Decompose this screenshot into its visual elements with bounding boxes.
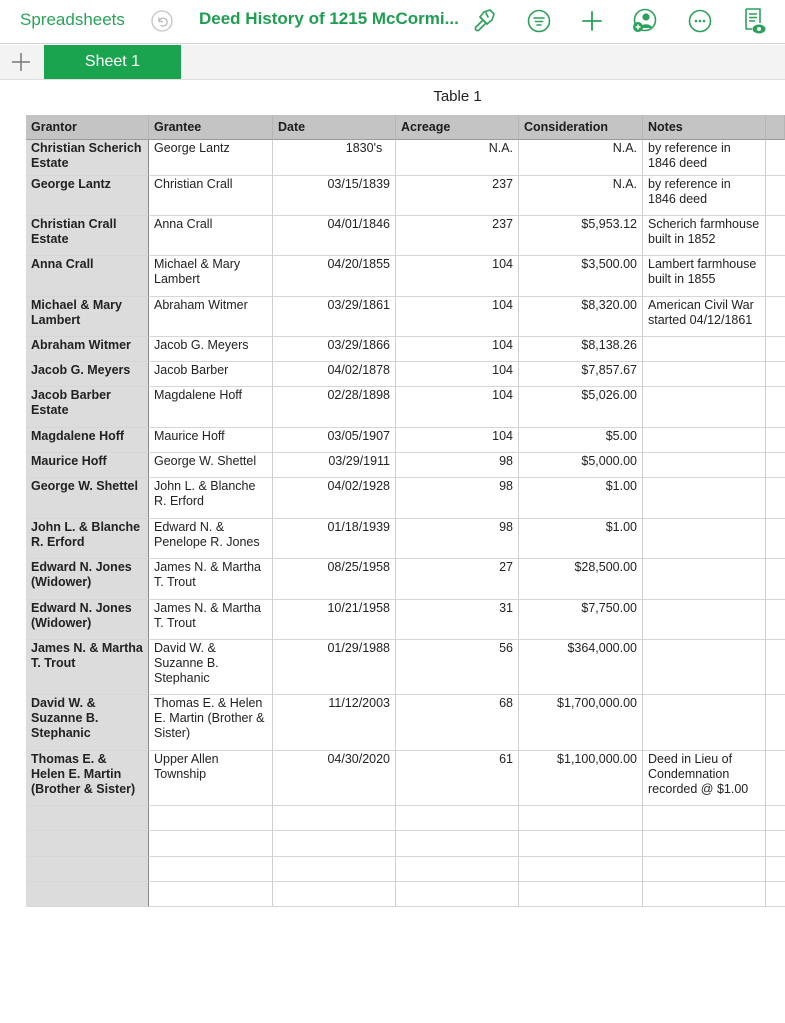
notes-cell[interactable] <box>643 640 766 695</box>
date-cell[interactable]: 04/30/2020 <box>273 751 396 806</box>
extra-cell[interactable] <box>766 297 785 337</box>
acreage-cell[interactable]: 98 <box>396 519 519 559</box>
extra-cell[interactable] <box>766 857 785 882</box>
acreage-cell[interactable]: 98 <box>396 478 519 519</box>
notes-cell[interactable] <box>643 559 766 600</box>
grantor-cell[interactable]: George W. Shettel <box>26 478 149 519</box>
date-cell[interactable]: 03/29/1911 <box>273 453 396 478</box>
consideration-cell[interactable]: N.A. <box>519 140 643 176</box>
grantee-cell[interactable]: John L. & Blanche R. Erford <box>149 478 273 519</box>
consideration-cell[interactable]: $28,500.00 <box>519 559 643 600</box>
grantor-cell[interactable]: Christian Scherich Estate <box>26 140 149 176</box>
filter-icon[interactable] <box>526 8 552 34</box>
grantee-cell[interactable] <box>149 806 273 831</box>
consideration-cell[interactable]: $5,000.00 <box>519 453 643 478</box>
grantee-cell[interactable]: Christian Crall <box>149 176 273 216</box>
grantor-cell[interactable]: Edward N. Jones (Widower) <box>26 559 149 600</box>
extra-cell[interactable] <box>766 453 785 478</box>
grantor-cell[interactable]: Magdalene Hoff <box>26 428 149 453</box>
table-row <box>26 428 785 453</box>
grantee-cell[interactable]: Magdalene Hoff <box>149 387 273 428</box>
extra-cell[interactable] <box>766 478 785 519</box>
consideration-cell[interactable]: $5,026.00 <box>519 387 643 428</box>
date-cell[interactable]: 11/12/2003 <box>273 695 396 751</box>
consideration-cell[interactable]: $7,857.67 <box>519 362 643 387</box>
table-row <box>26 216 785 256</box>
column-header-notes[interactable]: Notes <box>643 115 766 140</box>
grantor-cell[interactable]: Christian Crall Estate <box>26 216 149 256</box>
date-cell[interactable]: 04/20/1855 <box>273 256 396 297</box>
acreage-cell[interactable]: 104 <box>396 362 519 387</box>
table-row <box>26 337 785 362</box>
extra-cell[interactable] <box>766 362 785 387</box>
date-cell[interactable]: 03/05/1907 <box>273 428 396 453</box>
extra-cell[interactable] <box>766 176 785 216</box>
notes-cell[interactable]: Scherich farmhouse built in 1852 <box>643 216 766 256</box>
grantee-cell[interactable] <box>149 882 273 907</box>
date-cell[interactable]: 01/18/1939 <box>273 519 396 559</box>
grantor-cell[interactable]: George Lantz <box>26 176 149 216</box>
acreage-cell[interactable]: 56 <box>396 640 519 695</box>
notes-cell[interactable] <box>643 831 766 857</box>
date-cell[interactable]: 03/29/1861 <box>273 297 396 337</box>
date-cell[interactable]: 04/02/1878 <box>273 362 396 387</box>
table-row <box>26 600 785 640</box>
date-cell[interactable] <box>273 857 396 882</box>
spreadsheets-back-button[interactable]: Spreadsheets <box>20 10 125 29</box>
grantor-cell[interactable]: David W. & Suzanne B. Stephanic <box>26 695 149 751</box>
date-cell[interactable] <box>273 882 396 907</box>
acreage-cell[interactable]: 104 <box>396 387 519 428</box>
date-cell[interactable] <box>273 806 396 831</box>
notes-cell[interactable]: Deed in Lieu of Condemnation recorded @ $1.00 <box>643 751 766 806</box>
grantor-cell[interactable]: Michael & Mary Lambert <box>26 297 149 337</box>
consideration-cell[interactable]: $1.00 <box>519 478 643 519</box>
extra-cell[interactable] <box>766 831 785 857</box>
notes-cell[interactable] <box>643 453 766 478</box>
grantor-cell[interactable] <box>26 806 149 831</box>
table-row <box>26 387 785 428</box>
add-sheet-button[interactable] <box>10 51 32 73</box>
extra-cell[interactable] <box>766 256 785 297</box>
acreage-cell[interactable]: 104 <box>396 428 519 453</box>
grantor-cell[interactable]: Jacob Barber Estate <box>26 387 149 428</box>
table-row <box>26 140 785 176</box>
consideration-cell[interactable]: $8,138.26 <box>519 337 643 362</box>
table-row <box>26 695 785 751</box>
table-row <box>26 882 785 907</box>
grantee-cell[interactable]: James N. & Martha T. Trout <box>149 600 273 640</box>
date-cell[interactable] <box>273 831 396 857</box>
grantee-cell[interactable]: Abraham Witmer <box>149 297 273 337</box>
grantee-cell[interactable]: Maurice Hoff <box>149 428 273 453</box>
consideration-cell[interactable] <box>519 857 643 882</box>
grantee-cell[interactable] <box>149 857 273 882</box>
table-row <box>26 857 785 882</box>
date-cell[interactable]: 02/28/1898 <box>273 387 396 428</box>
notes-cell[interactable]: American Civil War started 04/12/1861 <box>643 297 766 337</box>
table-row <box>26 297 785 337</box>
consideration-cell[interactable]: $5,953.12 <box>519 216 643 256</box>
consideration-cell[interactable] <box>519 806 643 831</box>
extra-cell[interactable] <box>766 806 785 831</box>
table-row <box>26 806 785 831</box>
extra-cell[interactable] <box>766 387 785 428</box>
consideration-cell[interactable] <box>519 882 643 907</box>
consideration-cell[interactable]: $1,100,000.00 <box>519 751 643 806</box>
grantor-cell[interactable]: Jacob G. Meyers <box>26 362 149 387</box>
extra-cell[interactable] <box>766 140 785 176</box>
acreage-cell[interactable]: 31 <box>396 600 519 640</box>
table-row <box>26 519 785 559</box>
grantor-cell[interactable] <box>26 831 149 857</box>
extra-cell[interactable] <box>766 640 785 695</box>
extra-cell[interactable] <box>766 519 785 559</box>
grantor-cell[interactable] <box>26 882 149 907</box>
date-cell[interactable]: 04/02/1928 <box>273 478 396 519</box>
column-header-acreage[interactable]: Acreage <box>396 115 519 140</box>
tab-sheet-1[interactable]: Sheet 1 <box>44 45 181 79</box>
extra-cell[interactable] <box>766 882 785 907</box>
extra-cell[interactable] <box>766 428 785 453</box>
grantor-cell[interactable] <box>26 857 149 882</box>
notes-cell[interactable] <box>643 337 766 362</box>
extra-cell[interactable] <box>766 751 785 806</box>
document-title[interactable]: Deed History of 1215 McCormi... <box>199 9 459 28</box>
reader-view-icon[interactable] <box>741 8 767 34</box>
column-header-date[interactable]: Date <box>273 115 396 140</box>
notes-cell[interactable]: Lambert farmhouse built in 1855 <box>643 256 766 297</box>
consideration-cell[interactable]: $1.00 <box>519 519 643 559</box>
acreage-cell[interactable]: 27 <box>396 559 519 600</box>
notes-cell[interactable] <box>643 387 766 428</box>
column-header-grantor[interactable]: Grantor <box>26 115 149 140</box>
grantee-cell[interactable]: George W. Shettel <box>149 453 273 478</box>
consideration-cell[interactable]: N.A. <box>519 176 643 216</box>
consideration-cell[interactable]: $1,700,000.00 <box>519 695 643 751</box>
consideration-cell[interactable]: $364,000.00 <box>519 640 643 695</box>
grantee-cell[interactable]: Michael & Mary Lambert <box>149 256 273 297</box>
table-row <box>26 176 785 216</box>
date-cell[interactable]: 04/01/1846 <box>273 216 396 256</box>
notes-cell[interactable]: by reference in 1846 deed <box>643 176 766 216</box>
acreage-cell[interactable] <box>396 806 519 831</box>
consideration-cell[interactable] <box>519 831 643 857</box>
grantee-cell[interactable]: Thomas E. & Helen E. Martin (Brother & Sister) <box>149 695 273 751</box>
notes-cell[interactable] <box>643 362 766 387</box>
notes-cell[interactable] <box>643 695 766 751</box>
extra-cell[interactable] <box>766 559 785 600</box>
acreage-cell[interactable] <box>396 857 519 882</box>
notes-cell[interactable] <box>643 857 766 882</box>
grantee-cell[interactable]: James N. & Martha T. Trout <box>149 559 273 600</box>
table-row <box>26 559 785 600</box>
consideration-cell[interactable]: $8,320.00 <box>519 297 643 337</box>
grantor-cell[interactable]: Thomas E. & Helen E. Martin (Brother & Sister) <box>26 751 149 806</box>
grantee-cell[interactable]: Jacob G. Meyers <box>149 337 273 362</box>
collaborate-icon[interactable] <box>631 8 657 34</box>
toolbar <box>0 0 785 44</box>
grantor-cell[interactable]: Abraham Witmer <box>26 337 149 362</box>
consideration-cell[interactable]: $3,500.00 <box>519 256 643 297</box>
acreage-cell[interactable]: N.A. <box>396 140 519 176</box>
sheet-tab-bar <box>0 45 785 80</box>
extra-cell[interactable] <box>766 600 785 640</box>
column-header-grantee[interactable]: Grantee <box>149 115 273 140</box>
date-cell[interactable]: 03/29/1866 <box>273 337 396 362</box>
table-row <box>26 362 785 387</box>
table-title[interactable]: Table 1 <box>433 88 482 105</box>
acreage-cell[interactable]: 68 <box>396 695 519 751</box>
grantee-cell[interactable]: Anna Crall <box>149 216 273 256</box>
acreage-cell[interactable]: 61 <box>396 751 519 806</box>
add-icon[interactable] <box>579 8 605 34</box>
grantor-cell[interactable]: Edward N. Jones (Widower) <box>26 600 149 640</box>
notes-cell[interactable] <box>643 478 766 519</box>
grantee-cell[interactable]: George Lantz <box>149 140 273 176</box>
notes-cell[interactable] <box>643 428 766 453</box>
acreage-cell[interactable] <box>396 831 519 857</box>
table-row <box>26 831 785 857</box>
notes-cell[interactable]: by reference in 1846 deed <box>643 140 766 176</box>
notes-cell[interactable] <box>643 882 766 907</box>
grantor-cell[interactable]: Anna Crall <box>26 256 149 297</box>
notes-cell[interactable] <box>643 600 766 640</box>
acreage-cell[interactable]: 104 <box>396 337 519 362</box>
acreage-cell[interactable]: 237 <box>396 176 519 216</box>
grantee-cell[interactable] <box>149 831 273 857</box>
column-header-extra[interactable] <box>766 115 785 140</box>
date-cell[interactable]: 01/29/1988 <box>273 640 396 695</box>
notes-cell[interactable] <box>643 519 766 559</box>
date-cell[interactable]: 1830's <box>273 140 396 176</box>
date-cell[interactable]: 03/15/1839 <box>273 176 396 216</box>
date-cell[interactable]: 08/25/1958 <box>273 559 396 600</box>
table-row <box>26 256 785 297</box>
consideration-cell[interactable]: $7,750.00 <box>519 600 643 640</box>
format-brush-icon[interactable] <box>471 8 497 34</box>
table-row <box>26 640 785 695</box>
grantor-cell[interactable]: John L. & Blanche R. Erford <box>26 519 149 559</box>
undo-icon[interactable] <box>151 10 173 32</box>
acreage-cell[interactable]: 98 <box>396 453 519 478</box>
more-icon[interactable] <box>687 8 713 34</box>
extra-cell[interactable] <box>766 337 785 362</box>
grantee-cell[interactable]: David W. & Suzanne B. Stephanic <box>149 640 273 695</box>
extra-cell[interactable] <box>766 695 785 751</box>
grantor-cell[interactable]: Maurice Hoff <box>26 453 149 478</box>
acreage-cell[interactable] <box>396 882 519 907</box>
table-row <box>26 478 785 519</box>
table-row <box>26 751 785 806</box>
grantee-cell[interactable]: Jacob Barber <box>149 362 273 387</box>
acreage-cell[interactable]: 104 <box>396 256 519 297</box>
column-header-consideration[interactable]: Consideration <box>519 115 643 140</box>
acreage-cell[interactable]: 104 <box>396 297 519 337</box>
grantee-cell[interactable]: Edward N. & Penelope R. Jones <box>149 519 273 559</box>
notes-cell[interactable] <box>643 806 766 831</box>
extra-cell[interactable] <box>766 216 785 256</box>
consideration-cell[interactable]: $5.00 <box>519 428 643 453</box>
grantor-cell[interactable]: James N. & Martha T. Trout <box>26 640 149 695</box>
acreage-cell[interactable]: 237 <box>396 216 519 256</box>
table-row <box>26 453 785 478</box>
date-cell[interactable]: 10/21/1958 <box>273 600 396 640</box>
header-row <box>26 115 785 140</box>
grantee-cell[interactable]: Upper Allen Township <box>149 751 273 806</box>
